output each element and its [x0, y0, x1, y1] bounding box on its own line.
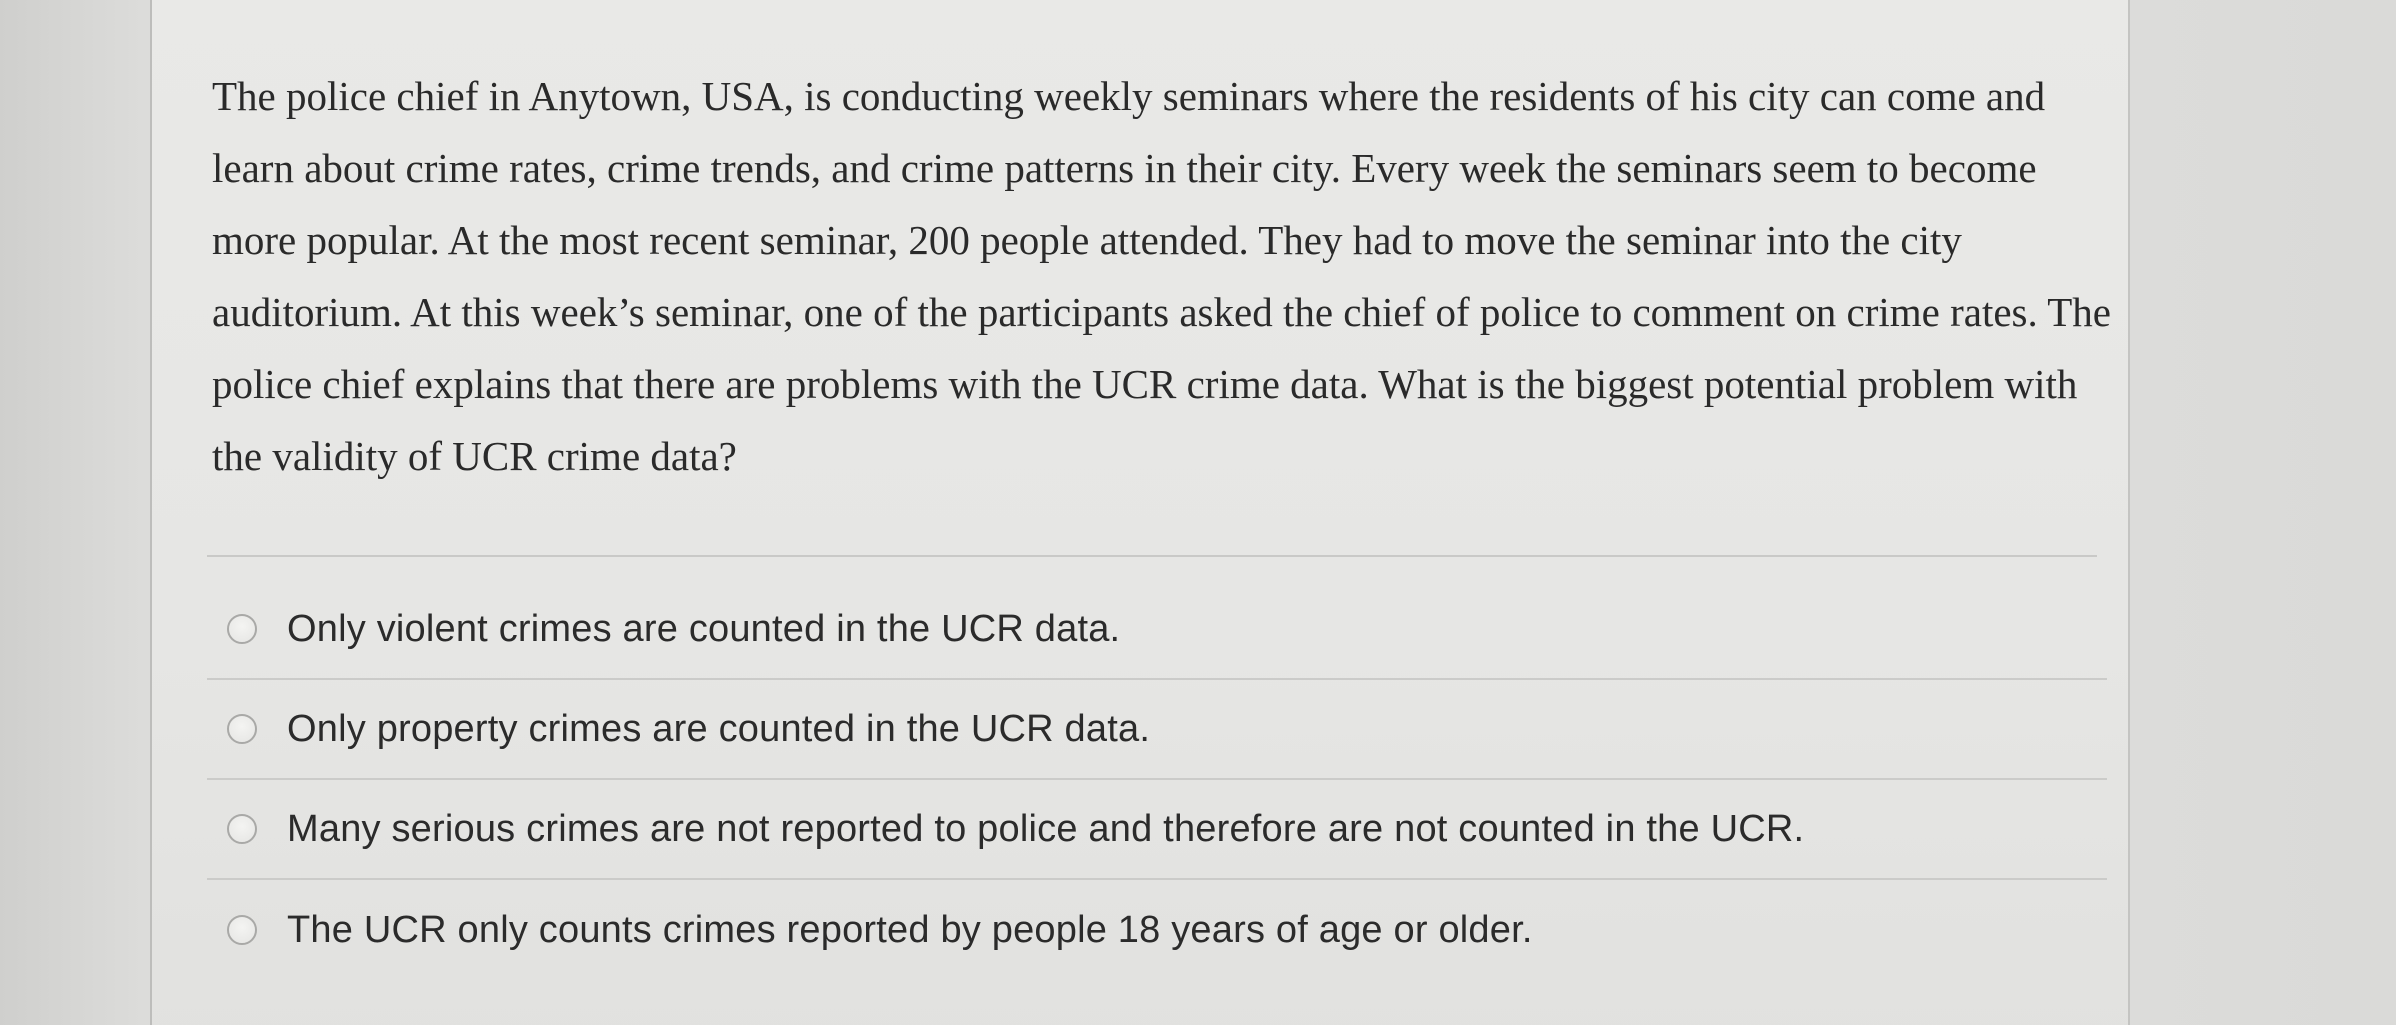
answer-option-label: Many serious crimes are not reported to police and therefore are not counted in the UCR.: [287, 807, 1805, 850]
answer-option-label: The UCR only counts crimes reported by people 18 years of age or older.: [287, 908, 1533, 951]
divider: [207, 555, 2097, 557]
answer-option-4[interactable]: [207, 880, 2107, 980]
answer-option-2[interactable]: [207, 680, 2107, 780]
radio-button-icon[interactable]: [227, 814, 257, 844]
radio-button-icon[interactable]: [227, 614, 257, 644]
answer-option-label: Only violent crimes are counted in the UCR data.: [287, 607, 1121, 650]
radio-button-icon[interactable]: [227, 915, 257, 945]
radio-button-icon[interactable]: [227, 714, 257, 744]
answer-options: [207, 580, 2107, 980]
answer-option-1[interactable]: [207, 580, 2107, 680]
question-text: The police chief in Anytown, USA, is conducting weekly seminars where the residents of his city can come and learn about crime rates, crime trends, and crime patterns in their city. Every week the seminars seem to become more popular. At the most recent seminar, 200 people attended. They had to move the seminar into the city auditorium. At this week’s seminar, one of the participants asked the chief of police to comment on crime rates. The police chief explains that there are problems with the UCR crime data. What is the biggest potential problem with the validity of UCR crime data?: [212, 73, 2111, 479]
answer-option-3[interactable]: [207, 780, 2107, 880]
answer-option-label: Only property crimes are counted in the UCR data.: [287, 707, 1151, 750]
